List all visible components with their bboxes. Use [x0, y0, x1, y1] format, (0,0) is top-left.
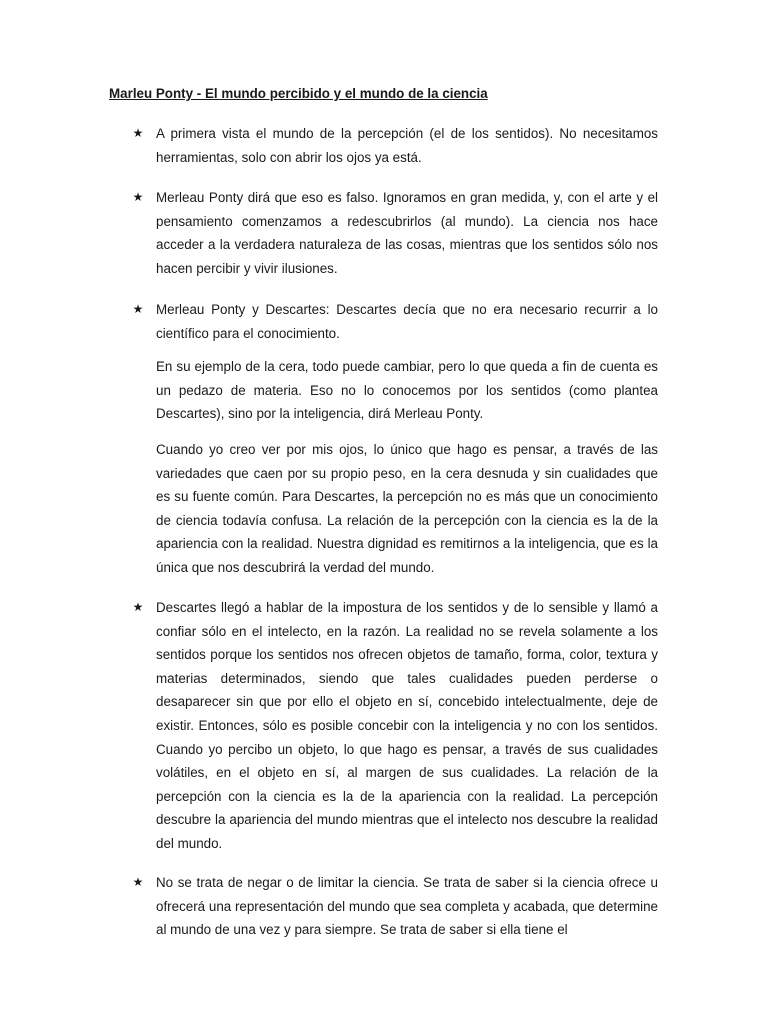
paragraph: Merleau Ponty y Descartes: Descartes decía que no era necesario recurrir a lo científico para el conocimiento. [156, 302, 658, 341]
paragraph: Merleau Ponty dirá que eso es falso. Ignoramos en gran medida, y, con el arte y el pensamiento comenzamos a redescubrirlos (al mundo). La ciencia nos hace acceder a la verdadera naturaleza de las cosas, mientras que los sentidos sólo nos hacen percibir y vivir ilusiones. [156, 190, 658, 276]
paragraph: A primera vista el mundo de la percepción (el de los sentidos). No necesitamos herramientas, solo con abrir los ojos ya está. [156, 126, 658, 165]
paragraph: Descartes llegó a hablar de la impostura de los sentidos y de lo sensible y llamó a confiar sólo en el intelecto, en la razón. La realidad no se revela solamente a los sentidos porque los sentidos nos ofrecen objetos de tamaño, forma, color, textura y materias determinados, siendo que tales cualidades pueden perderse o desaparecer sin que por ello el objeto en sí, concebido intelectualmente, deje de existir. Entonces, sólo es posible concebir con la inteligencia y no con los sentidos. Cuando yo percibo un objeto, lo que hago es pensar, a través de sus cualidades volátiles, en el objeto en sí, al margen de sus cualidades. La relación de la percepción con la ciencia es la de la apariencia con la realidad. La percepción descubre la apariencia del mundo mientras que el intelecto nos descubre la realidad del mundo. [156, 600, 658, 851]
paragraph: No se trata de negar o de limitar la ciencia. Se trata de saber si la ciencia ofrece u ofrecerá una representación del mundo que sea completa y acabada, que determine al mundo de una vez y para siempre. Se trata de saber si ella tiene el [156, 875, 658, 938]
star-bullet-icon: ★ [132, 190, 144, 204]
star-bullet-icon: ★ [132, 875, 144, 889]
star-bullet-icon: ★ [132, 600, 144, 614]
paragraph: Cuando yo creo ver por mis ojos, lo único que hago es pensar, a través de las variedades que caen por su propio peso, en la cera desnuda y sin cualidades que es su fuente común. Para Descartes, la percepción no es más que un conocimiento de ciencia todavía confusa. La relación de la percepción con la ciencia es la de la apariencia con la realidad. Nuestra dignidad es remitirnos a la inteligencia, que es la única que nos descubrirá la verdad del mundo. [156, 442, 658, 575]
star-bullet-icon: ★ [132, 126, 144, 140]
star-bullet-icon: ★ [132, 302, 144, 316]
paragraph: En su ejemplo de la cera, todo puede cambiar, pero lo que queda a fin de cuenta es un pedazo de materia. Eso no lo conocemos por los sentidos (como plantea Descartes), sino por la inteligencia, dirá Merleau Ponty. [156, 359, 658, 422]
document-title: Marleu Ponty - El mundo percibido y el mundo de la ciencia [109, 86, 488, 101]
